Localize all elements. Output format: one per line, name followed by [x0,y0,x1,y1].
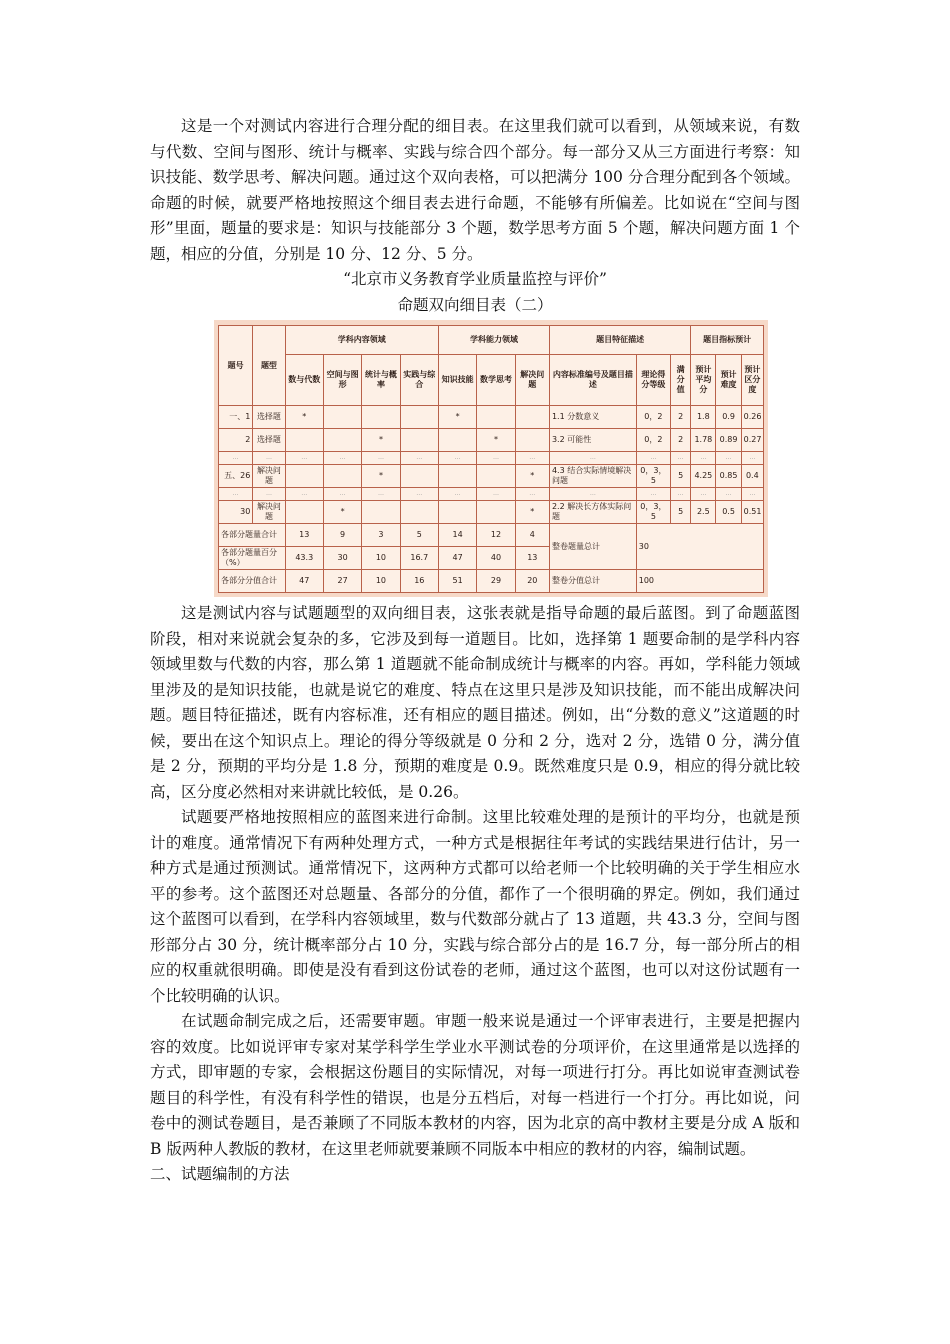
cell-a2 [477,406,515,429]
total-score-value: 100 [636,570,763,593]
ellipsis: … [400,488,438,501]
ellipsis: … [549,488,636,501]
cell-grade: 0，2 [636,429,670,452]
cell-num: 2 [219,429,253,452]
header-ability-domain: 学科能力领域 [438,326,549,355]
cell-c4 [400,406,438,429]
cell-type: 选择题 [253,406,285,429]
summary-cell: 30 [323,547,361,570]
cell-c2 [323,406,361,429]
summary-row-count [219,524,764,547]
ellipsis: … [219,488,253,501]
cell-c3 [362,501,400,524]
table-subheader-row [219,355,764,406]
ellipsis-row [219,452,764,465]
ellipsis: … [323,488,361,501]
table-title-line2: 命题双向细目表（二） [397,295,553,314]
summary-cell: 47 [438,547,476,570]
summary-cell: 16.7 [400,547,438,570]
cell-a1: * [438,406,476,429]
document-page [150,114,800,1188]
summary-percent-label: 各部分题量百分（%） [219,547,286,570]
cell-grade: 0，3，5 [636,465,670,488]
summary-cell: 5 [400,524,438,547]
table-row [219,406,764,429]
subheader-algebra: 数与代数 [285,355,323,406]
cell-c2 [323,465,361,488]
table-row [219,465,764,488]
ellipsis: … [636,452,670,465]
summary-cell: 27 [323,570,361,593]
summary-cell: 12 [477,524,515,547]
cell-full: 2 [671,406,691,429]
ellipsis: … [671,488,691,501]
cell-disc: 0.26 [741,406,763,429]
cell-full: 2 [671,429,691,452]
cell-c4 [400,465,438,488]
summary-cell: 14 [438,524,476,547]
summary-cell: 20 [515,570,549,593]
ellipsis: … [285,488,323,501]
subheader-diff: 预计难度 [716,355,741,406]
subheader-practice: 实践与综合 [400,355,438,406]
cell-standard: 2.2 解决长方体实际问题 [549,501,636,524]
cell-num: 五、26 [219,465,253,488]
cell-c2 [323,429,361,452]
cell-c2: * [323,501,361,524]
cell-a3: * [515,465,549,488]
cell-grade: 0，3，5 [636,501,670,524]
ellipsis: … [438,452,476,465]
cell-num: 一、1 [219,406,253,429]
section-heading: 二、试题编制的方法 [150,1165,290,1183]
cell-a1 [438,429,476,452]
ellipsis: … [253,452,285,465]
summary-cell: 13 [285,524,323,547]
ellipsis: … [741,452,763,465]
summary-cell: 10 [362,570,400,593]
ellipsis: … [716,488,741,501]
cell-disc: 0.27 [741,429,763,452]
cell-c1 [285,465,323,488]
table-row [219,429,764,452]
paragraph-review: 在试题命制完成之后，还需要审题。审题一般来说是通过一个评审表进行，主要是把握内容的效度。比如说评审专家对某学科学生学业水平测试卷的分项评价，在这里通常是以选择的方式，即审题的专家，会根据这份题目的实际情况，对每一项进行打分。再比如说审查测试卷题目的科学性，有没有科学性的错误，也是分五档后，对每一档进行一个打分。再比如说，问卷中的测试卷题目，是否兼顾了不同版本教材的内容，因为北京的高中教材主要是分成 A 版和 B 版两种人教版的教材，在这里老师就要兼顾不同版本中相应的教材的内容，编制试题。 [150,1012,800,1158]
cell-a3 [515,429,549,452]
cell-a1 [438,465,476,488]
cell-num: 30 [219,501,253,524]
spec-table-image [214,320,768,597]
summary-count-label: 各部分题量合计 [219,524,286,547]
cell-c4 [400,429,438,452]
cell-diff: 0.85 [716,465,741,488]
cell-a2: * [477,429,515,452]
ellipsis: … [636,488,670,501]
ellipsis: … [671,452,691,465]
ellipsis: … [323,452,361,465]
table-title-line1: “北京市义务教育学业质量监控与评价” [343,270,607,288]
summary-cell: 16 [400,570,438,593]
summary-row-score [219,570,764,593]
ellipsis: … [515,488,549,501]
paragraph-blueprint: 这是测试内容与试题题型的双向细目表，这张表就是指导命题的最后蓝图。到了命题蓝图阶段，相对来说就会复杂的多，它涉及到每一道题目。比如，选择第 1 题要命制的是学科内容领域里数与代数的内容，那么第 1 道题就不能命制成统计与概率的内容。再如，学科能力领域里涉及的是知识技能，也就是说它的难度、特点在这里只是涉及知识技能，而不能出成解决问题。题目特征描述，既有内容标准，还有相应的题目描述。例如，出“分数的意义”这道题的时候，要出在这个知识点上。理论的得分等级就是 0 分和 2 分，选对 2 分，选错 0 分，满分值是 2 分，预期的平均分是 1.8 分，预期的难度是 0.9。既然难度只是 0.9，相应的得分就比较高，区分度必然相对来讲就比较低，是 0.26。 [150,604,800,801]
ellipsis: … [691,488,716,501]
total-count-value: 30 [636,524,763,570]
cell-a3: * [515,501,549,524]
subheader-thinking: 数学思考 [477,355,515,406]
paragraph-prediction: 试题要严格地按照相应的蓝图来进行命制。这里比较难处理的是预计的平均分，也就是预计的难度。通常情况下有两种处理方式，一种方式是根据往年考试的实践结果进行估计，另一种方式是通过预测试。通常情况下，这两种方式都可以给老师一个比较明确的关于学生相应水平的参考。这个蓝图还对总题量、各部分的分值，都作了一个很明确的界定。例如，我们通过这个蓝图可以看到，在学科内容领域里，数与代数部分就占了 13 道题，共 43.3 分，空间与图形部分占 30 分，统计概率部分占 10 分，实践与综合部分占的是 16.7 分，每一部分所占的相应的权重就很明确。即使是没有看到这份试卷的老师，通过这个蓝图，也可以对这份试题有一个比较明确的认识。 [150,808,800,1005]
summary-cell: 29 [477,570,515,593]
cell-diff: 0.5 [716,501,741,524]
ellipsis: … [253,488,285,501]
cell-c4 [400,501,438,524]
cell-disc: 0.4 [741,465,763,488]
summary-cell: 51 [438,570,476,593]
cell-diff: 0.9 [716,406,741,429]
cell-a2 [477,501,515,524]
ellipsis: … [477,488,515,501]
cell-a3 [515,406,549,429]
total-score-label: 整卷分值总计 [549,570,636,593]
cell-avg: 4.25 [691,465,716,488]
cell-full: 5 [671,501,691,524]
ellipsis: … [691,452,716,465]
ellipsis: … [219,452,253,465]
header-num: 题号 [219,326,253,406]
cell-type: 选择题 [253,429,285,452]
ellipsis-row [219,488,764,501]
subheader-solve: 解决问题 [515,355,549,406]
cell-c3: * [362,429,400,452]
ellipsis: … [362,452,400,465]
table-header-row [219,326,764,355]
cell-type: 解决问题 [253,465,285,488]
subheader-disc: 预计区分度 [741,355,763,406]
cell-avg: 1.78 [691,429,716,452]
ellipsis: … [477,452,515,465]
ellipsis: … [438,488,476,501]
cell-a2 [477,465,515,488]
ellipsis: … [515,452,549,465]
summary-cell: 40 [477,547,515,570]
subheader-avg: 预计平均分 [691,355,716,406]
summary-cell: 13 [515,547,549,570]
ellipsis: … [716,452,741,465]
subheader-grade: 理论得分等级 [636,355,670,406]
paragraph-intro: 这是一个对测试内容进行合理分配的细目表。在这里我们就可以看到，从领域来说，有数与代数、空间与图形、统计与概率、实践与综合四个部分。每一部分又从三方面进行考察：知识技能、数学思考、解决问题。通过这个双向表格，可以把满分 100 分合理分配到各个领域。命题的时候，就要严格地按照这个细目表去进行命题，不能够有所偏差。比如说在“空间与图形”里面，题量的要求是：知识与技能部分 3 个题，数学思考方面 5 个题，解决问题方面 1 个题，相应的分值，分别是 10 分、12 分、5 分。 [150,117,800,263]
total-count-label: 整卷题量总计 [549,524,636,570]
cell-c1 [285,501,323,524]
summary-cell: 3 [362,524,400,547]
header-index: 题目指标预计 [691,326,764,355]
cell-standard: 1.1 分数意义 [549,406,636,429]
cell-disc: 0.51 [741,501,763,524]
cell-avg: 1.8 [691,406,716,429]
cell-standard: 3.2 可能性 [549,429,636,452]
ellipsis: … [741,488,763,501]
subheader-standard: 内容标准编号及题目描述 [549,355,636,406]
header-content-domain: 学科内容领域 [285,326,438,355]
cell-c1 [285,429,323,452]
ellipsis: … [549,452,636,465]
ellipsis: … [362,488,400,501]
header-type: 题型 [253,326,285,406]
cell-full: 5 [671,465,691,488]
cell-diff: 0.89 [716,429,741,452]
subheader-stat: 统计与概率 [362,355,400,406]
subheader-full: 满分值 [671,355,691,406]
cell-grade: 0，2 [636,406,670,429]
summary-cell: 10 [362,547,400,570]
header-feature: 题目特征描述 [549,326,690,355]
cell-c3 [362,406,400,429]
subheader-knowledge: 知识技能 [438,355,476,406]
ellipsis: … [400,452,438,465]
summary-cell: 43.3 [285,547,323,570]
cell-c3: * [362,465,400,488]
summary-score-label: 各部分分值合计 [219,570,286,593]
subheader-space: 空间与图形 [323,355,361,406]
cell-c1: * [285,406,323,429]
spec-table [218,325,764,593]
cell-a1 [438,501,476,524]
cell-avg: 2.5 [691,501,716,524]
cell-type: 解决问题 [253,501,285,524]
summary-cell: 4 [515,524,549,547]
cell-standard: 4.3 结合实际情境解决问题 [549,465,636,488]
table-row [219,501,764,524]
summary-cell: 9 [323,524,361,547]
summary-cell: 47 [285,570,323,593]
ellipsis: … [285,452,323,465]
